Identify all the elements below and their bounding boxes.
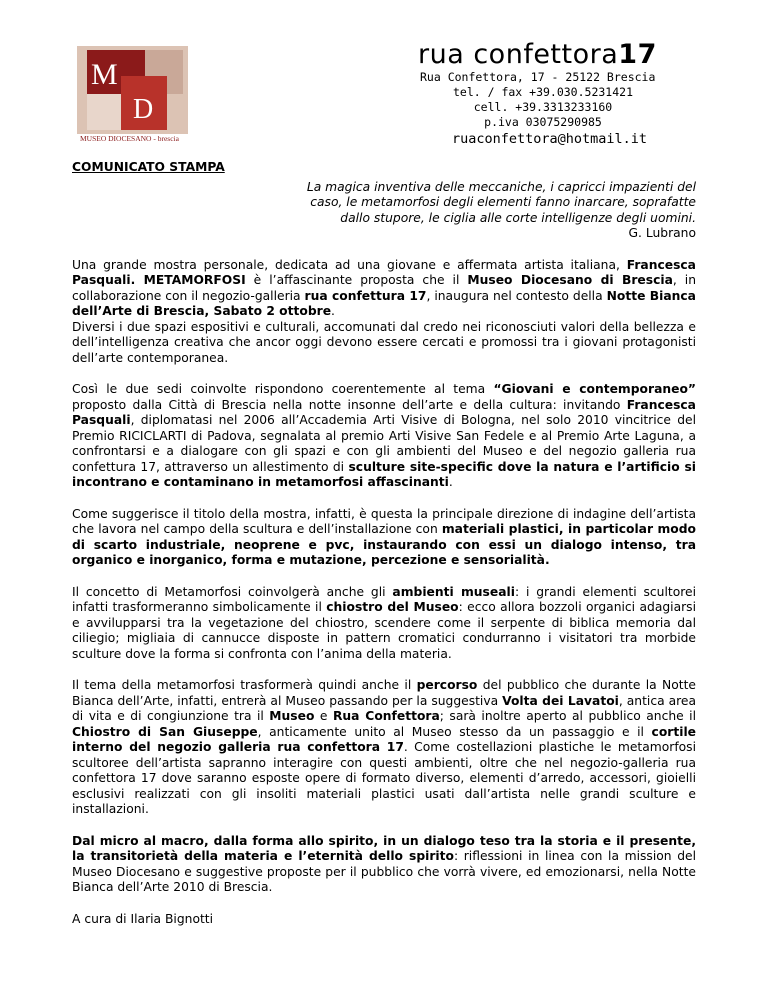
- gallery-address: Rua Confettora, 17 - 25122 Brescia: [420, 70, 656, 84]
- p4-text-2: : i grandi elementi scultorei infatti trasformeranno simbolicamente il: [72, 584, 696, 614]
- gallery-name: [418, 40, 698, 70]
- p6-bold-1: Dal micro al macro, dalla forma allo spirito, in un dialogo teso tra la storia e il presente, la transitorietà della materia e l’eternità dello spirito: [72, 833, 696, 863]
- p5-text-6: , anticamente unito al Museo stesso da un passaggio e il: [257, 724, 652, 739]
- p2-text-2: proposto dalla Città di Brescia nella notte insonne dell’arte e della cultura: invitando: [72, 397, 627, 412]
- logo-graphic: [77, 46, 188, 134]
- p4-text-1: Il concetto di Metamorfosi coinvolgerà anche gli: [72, 584, 393, 599]
- p6-text-1: : riflessioni in linea con la mission del Museo Diocesano e suggestive proposte per il pubblico che vorrà vivere, ed emozionarsi, nella Notte Bianca dell’Arte 2010 di Brescia.: [72, 849, 696, 894]
- p5-text-7: . Come costellazioni plastiche le metamorfosi scultoree dell’artista sapranno interagire con questi ambienti, oltre che nel negozio-galleria rua confettora 17 dove saranno esposte opere di formato diverso, elementi d’arredo, accessori, gioielli esclusivi realizzati con gli insoliti materiali plastici usati dall’artista nelle grandi sculture e installazioni.: [72, 740, 697, 816]
- gallery-header: [418, 40, 698, 148]
- p4-text-3: : ecco allora bozzoli organici adagiarsi e avvilupparsi tra la vegetazione del chiostro, scendere come il serpente di biblica memoria dal ciliegio; migliaia di cannucce disposte in pattern cromatici condurranno i visitatori tra morbide sculture dove la forma si confronta con l’anima della materia.: [72, 600, 696, 661]
- p3-text-1: Come suggerisce il titolo della mostra, infatti, è questa la principale direzione di indagine dell’artista che lavora nel campo della scultura e dell’installazione con: [72, 506, 696, 536]
- p2-bold-2: Francesca Pasquali: [72, 397, 696, 427]
- gallery-number: 17: [618, 39, 657, 70]
- p1-bold-3: rua confettura 17: [304, 288, 427, 303]
- p2-text-4: .: [448, 475, 453, 489]
- p5-text-2: del pubblico che durante la Notte Bianca dell’Arte, infatti, entrerà al Museo passando per la suggestiva: [72, 678, 696, 708]
- p5-bold-4: Rua Confettora: [332, 709, 440, 723]
- paragraph-concetto: [72, 585, 696, 663]
- p1-bold-1: Francesca Pasquali. METAMORFOSI: [72, 257, 696, 287]
- p5-text-4: e: [314, 709, 333, 723]
- epigraph-quote: [72, 180, 696, 227]
- gallery-piva: p.iva 03075290985: [484, 115, 602, 129]
- gallery-email: ruaconfettora@hotmail.it: [452, 131, 648, 147]
- p4-bold-2: chiostro del Museo: [326, 600, 459, 614]
- p5-bold-2: Volta dei Lavatoi: [502, 693, 619, 708]
- gallery-name-text: rua confettora: [418, 39, 619, 70]
- paragraph-intro: [72, 258, 696, 320]
- quote-line-3: dallo stupore, le ciglia alle corte intelligenze degli uomini.: [340, 210, 696, 225]
- p2-bold-1: “Giovani e contemporaneo”: [493, 382, 696, 396]
- p5-bold-5: Chiostro di San Giuseppe: [72, 724, 258, 739]
- p4-bold-1: ambienti museali: [392, 584, 515, 599]
- paragraph-titolo: [72, 507, 696, 569]
- p1-text-2: è l’affascinante proposta che il: [245, 273, 468, 287]
- p1-text-1: Una grande mostra personale, dedicata ad una giovane e affermata artista italiana,: [72, 257, 627, 272]
- p2-bold-3: sculture site-specific dove la natura e l’artificio si incontrano e contaminano in metamorfosi affascinanti: [72, 459, 696, 489]
- logo-caption: MUSEO DIOCESANO - brescia: [80, 134, 179, 143]
- paragraph-giovani: [72, 382, 696, 491]
- paragraph-intro-2: Diversi i due spazi espositivi e culturali, accomunati dal credo nei riconosciuti valori della bellezza e dell’intelligenza creativa che ancor oggi devono essere cercati e promossi tra i giovani protagonisti dell’arte contemporanea.: [72, 319, 696, 365]
- museo-diocesano-logo: [77, 46, 188, 144]
- p1-bold-2: Museo Diocesano di Brescia: [467, 273, 673, 287]
- p5-bold-6: cortile interno del negozio galleria rua confettora 17: [72, 724, 696, 754]
- paragraph-micro-macro: [72, 834, 696, 896]
- quote-line-1: La magica inventiva delle meccaniche, i capricci impazienti del: [306, 179, 696, 194]
- document-body: [72, 160, 696, 927]
- paragraph-percorso: [72, 678, 696, 818]
- comunicato-stampa-heading: COMUNICATO STAMPA: [72, 160, 225, 174]
- p5-bold-1: percorso: [416, 678, 478, 692]
- quote-author: G. Lubrano: [628, 226, 696, 240]
- logo-square-pale: [87, 94, 121, 130]
- signature: A cura di Ilaria Bignotti: [72, 911, 214, 926]
- p1-text-3: , in collaborazione con il negozio-galleria: [72, 273, 696, 303]
- p5-bold-3: Museo: [269, 709, 315, 723]
- p1-text-4: , inaugura nel contesto della: [426, 288, 607, 303]
- p5-text-1: Il tema della metamorfosi trasformerà quindi anche il: [72, 678, 417, 692]
- p2-text-1: Così le due sedi coinvolte rispondono coerentemente al tema: [72, 382, 494, 396]
- logo-letter-d: D: [133, 94, 154, 125]
- p2-text-3: , diplomatasi nel 2006 all’Accademia Arti Visive di Bologna, nel solo 2010 vincitrice del Premio RICICLARTI di Padova, segnalata al premio Arti Visive San Fedele e al Premio Arte Laguna, a confrontarsi e a dialogare con gli spazi e con gli ambienti del Museo e del negozio galleria rua confettura 17, attraverso un allestimento di: [72, 413, 696, 474]
- gallery-cell: cell. +39.3313233160: [473, 100, 613, 114]
- p1-bold-4: Notte Bianca dell’Arte di Brescia, Sabato 2 ottobre: [72, 288, 696, 318]
- logo-letter-m: M: [91, 58, 118, 91]
- p1-text-5: .: [331, 304, 335, 318]
- p5-text-5: ; sarà inoltre aperto al pubblico anche il: [439, 709, 697, 723]
- p5-text-3: , antica area di vita e di congiunzione tra il: [72, 693, 697, 723]
- gallery-telfax: tel. / fax +39.030.5231421: [452, 85, 633, 99]
- quote-line-2: caso, le metamorfosi degli elementi fanno inarcare, soprafatte: [310, 195, 696, 209]
- p3-bold-1: materiali plastici, in particolar modo di scarto industriale, neoprene e pvc, instaurando con essi un dialogo intenso, tra organico e inorganico, forma e mutazione, percezione e sensorialità.: [72, 522, 696, 567]
